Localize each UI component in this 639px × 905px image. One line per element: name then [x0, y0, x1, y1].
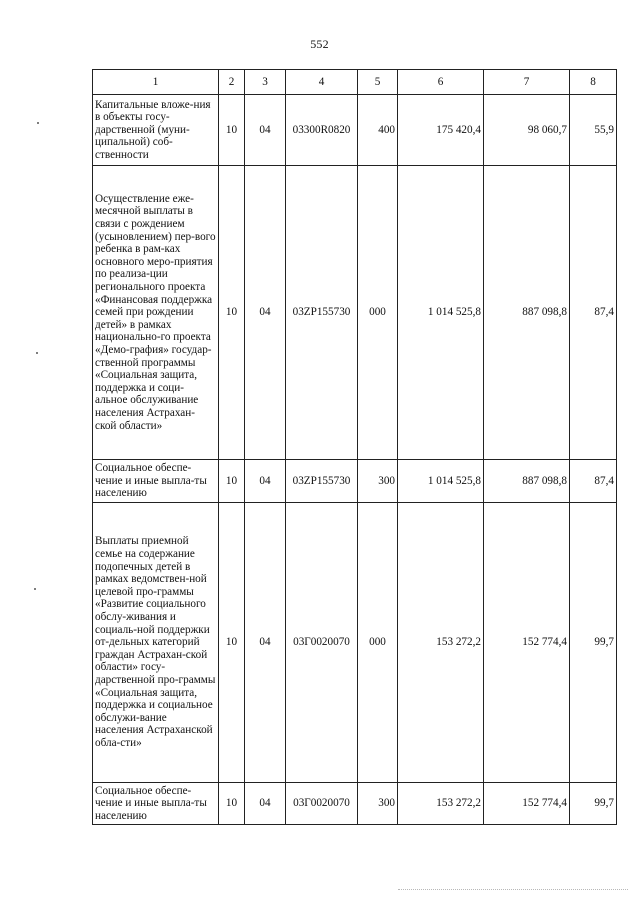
column-header: 2 — [219, 70, 245, 95]
actual-amount-cell: 887 098,8 — [484, 460, 570, 503]
table-row — [93, 783, 617, 825]
row-name-cell: Социальное обеспе-чение и иные выпла-ты населению — [93, 783, 219, 825]
section-code-cell: 10 — [219, 783, 245, 825]
subsection-code-cell: 04 — [245, 783, 286, 825]
scan-speck — [36, 352, 38, 354]
subsection-code-cell: 04 — [245, 503, 286, 783]
page-number: 552 — [310, 37, 329, 51]
expense-type-code-cell: 300 — [358, 783, 398, 825]
execution-percent-cell: 55,9 — [570, 95, 617, 166]
table-header-row — [93, 70, 617, 95]
execution-percent-cell: 99,7 — [570, 783, 617, 825]
budget-table — [92, 69, 617, 825]
execution-percent-cell: 87,4 — [570, 460, 617, 503]
expense-type-code-cell: 000 — [358, 166, 398, 460]
planned-amount-cell: 175 420,4 — [398, 95, 484, 166]
execution-percent-cell: 99,7 — [570, 503, 617, 783]
column-header: 7 — [484, 70, 570, 95]
actual-amount-cell: 887 098,8 — [484, 166, 570, 460]
table-row — [93, 503, 617, 783]
planned-amount-cell: 1 014 525,8 — [398, 166, 484, 460]
column-header: 8 — [570, 70, 617, 95]
expense-type-code-cell: 300 — [358, 460, 398, 503]
table-row — [93, 95, 617, 166]
row-name-cell: Осуществление еже-месячной выплаты в связи с рождением (усыновлением) пер-вого ребенка в рам-ках основного меро-приятия по реализа-ции регионального проекта «Финансовая поддержка семей при рождении детей» в рамках национально-го проекта «Демо-графия» государ-ственной программы «Социальная защита, поддержка и соци-альное обслуживание населения Астрахан-ской области» — [93, 166, 219, 460]
target-item-code-cell: 03300R0820 — [286, 95, 358, 166]
column-header: 4 — [286, 70, 358, 95]
actual-amount-cell: 152 774,4 — [484, 783, 570, 825]
section-code-cell: 10 — [219, 95, 245, 166]
target-item-code-cell: 03Г0020070 — [286, 783, 358, 825]
row-name-cell: Социальное обеспе-чение и иные выпла-ты населению — [93, 460, 219, 503]
scan-speck — [34, 588, 36, 590]
column-header: 6 — [398, 70, 484, 95]
planned-amount-cell: 1 014 525,8 — [398, 460, 484, 503]
target-item-code-cell: 03ZP155730 — [286, 460, 358, 503]
section-code-cell: 10 — [219, 503, 245, 783]
expense-type-code-cell: 400 — [358, 95, 398, 166]
scan-speck — [37, 122, 39, 124]
column-header: 5 — [358, 70, 398, 95]
subsection-code-cell: 04 — [245, 166, 286, 460]
planned-amount-cell: 153 272,2 — [398, 503, 484, 783]
subsection-code-cell: 04 — [245, 460, 286, 503]
target-item-code-cell: 03Г0020070 — [286, 503, 358, 783]
subsection-code-cell: 04 — [245, 95, 286, 166]
table-row — [93, 166, 617, 460]
planned-amount-cell: 153 272,2 — [398, 783, 484, 825]
row-name-cell: Капитальные вложе-ния в объекты госу-дарственной (муни-ципальной) соб-ственности — [93, 95, 219, 166]
table-row — [93, 460, 617, 503]
column-header: 3 — [245, 70, 286, 95]
actual-amount-cell: 98 060,7 — [484, 95, 570, 166]
actual-amount-cell: 152 774,4 — [484, 503, 570, 783]
expense-type-code-cell: 000 — [358, 503, 398, 783]
target-item-code-cell: 03ZP155730 — [286, 166, 358, 460]
section-code-cell: 10 — [219, 460, 245, 503]
section-code-cell: 10 — [219, 166, 245, 460]
column-header: 1 — [93, 70, 219, 95]
execution-percent-cell: 87,4 — [570, 166, 617, 460]
row-name-cell: Выплаты приемной семье на содержание подопечных детей в рамках ведомствен-ной целевой про-граммы «Развитие социального обслу-живания и социаль-ной поддержки от-дельных категорий граждан Астрахан-ской области» госу-дарственной про-граммы «Социальная защита, поддержка и социальное обслужи-вание населения Астраханской обла-сти» — [93, 503, 219, 783]
scan-edge-line — [398, 889, 628, 890]
